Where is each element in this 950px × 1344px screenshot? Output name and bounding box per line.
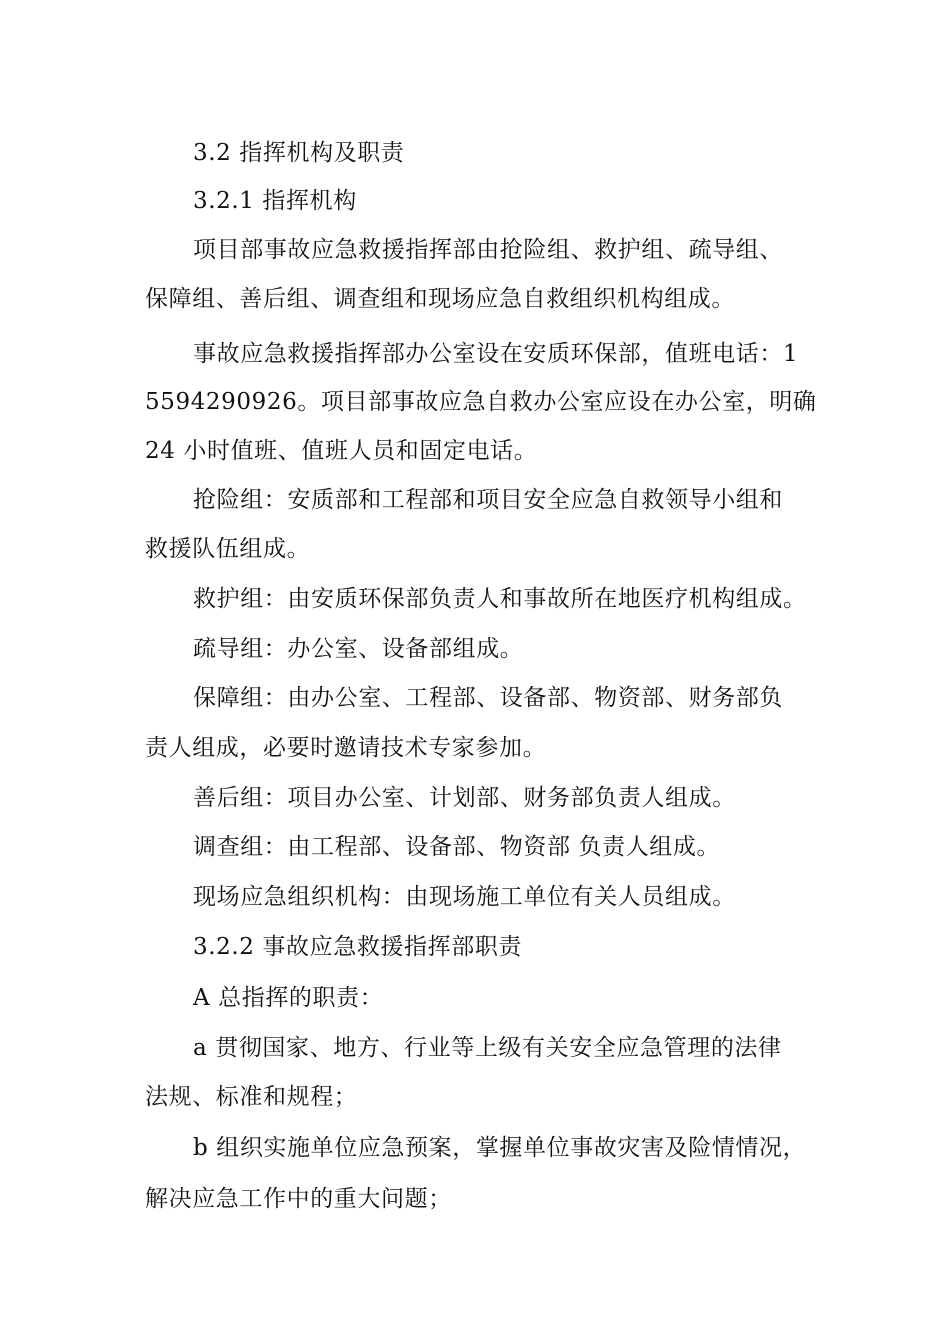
paragraph-line: 现场应急组织机构：由现场施工单位有关人员组成。 <box>193 884 736 910</box>
subsection-heading-3-2-1: 3.2.1 指挥机构 <box>193 188 357 214</box>
paragraph-line: 善后组：项目办公室、计划部、财务部负责人组成。 <box>193 785 736 811</box>
paragraph-line: 救护组：由安质环保部负责人和事故所在地医疗机构组成。 <box>193 586 807 612</box>
list-heading: A 总指挥的职责： <box>193 985 384 1011</box>
list-item-line: 法规、标准和规程； <box>145 1084 358 1110</box>
subsection-heading-3-2-2: 3.2.2 事故应急救援指挥部职责 <box>193 934 523 960</box>
paragraph-line: 保障组：由办公室、工程部、设备部、物资部、财务部负 <box>193 685 783 711</box>
list-item-line: b 组织实施单位应急预案，掌握单位事故灾害及险情情况， <box>193 1135 807 1161</box>
paragraph-line: 疏导组：办公室、设备部组成。 <box>193 636 524 662</box>
paragraph-line: 保障组、善后组、调查组和现场应急自救组织机构组成。 <box>145 286 735 312</box>
list-item-line: 解决应急工作中的重大问题； <box>145 1186 452 1212</box>
paragraph-line: 事故应急救援指挥部办公室设在安质环保部，值班电话：1 <box>193 341 799 367</box>
paragraph-line: 调查组：由工程部、设备部、物资部 负责人组成。 <box>193 834 721 860</box>
paragraph-line: 救援队伍组成。 <box>145 536 311 562</box>
paragraph-line: 项目部事故应急救援指挥部由抢险组、救护组、疏导组、 <box>193 237 783 263</box>
section-heading-3-2: 3.2 指挥机构及职责 <box>193 140 405 166</box>
paragraph-line: 5594290926。项目部事故应急自救办公室应设在办公室，明确 <box>145 389 817 415</box>
paragraph-line: 责人组成，必要时邀请技术专家参加。 <box>145 735 547 761</box>
paragraph-line: 24 小时值班、值班人员和固定电话。 <box>145 438 538 464</box>
list-item-line: a 贯彻国家、地方、行业等上级有关安全应急管理的法律 <box>193 1035 782 1061</box>
paragraph-line: 抢险组：安质部和工程部和项目安全应急自救领导小组和 <box>193 487 783 513</box>
